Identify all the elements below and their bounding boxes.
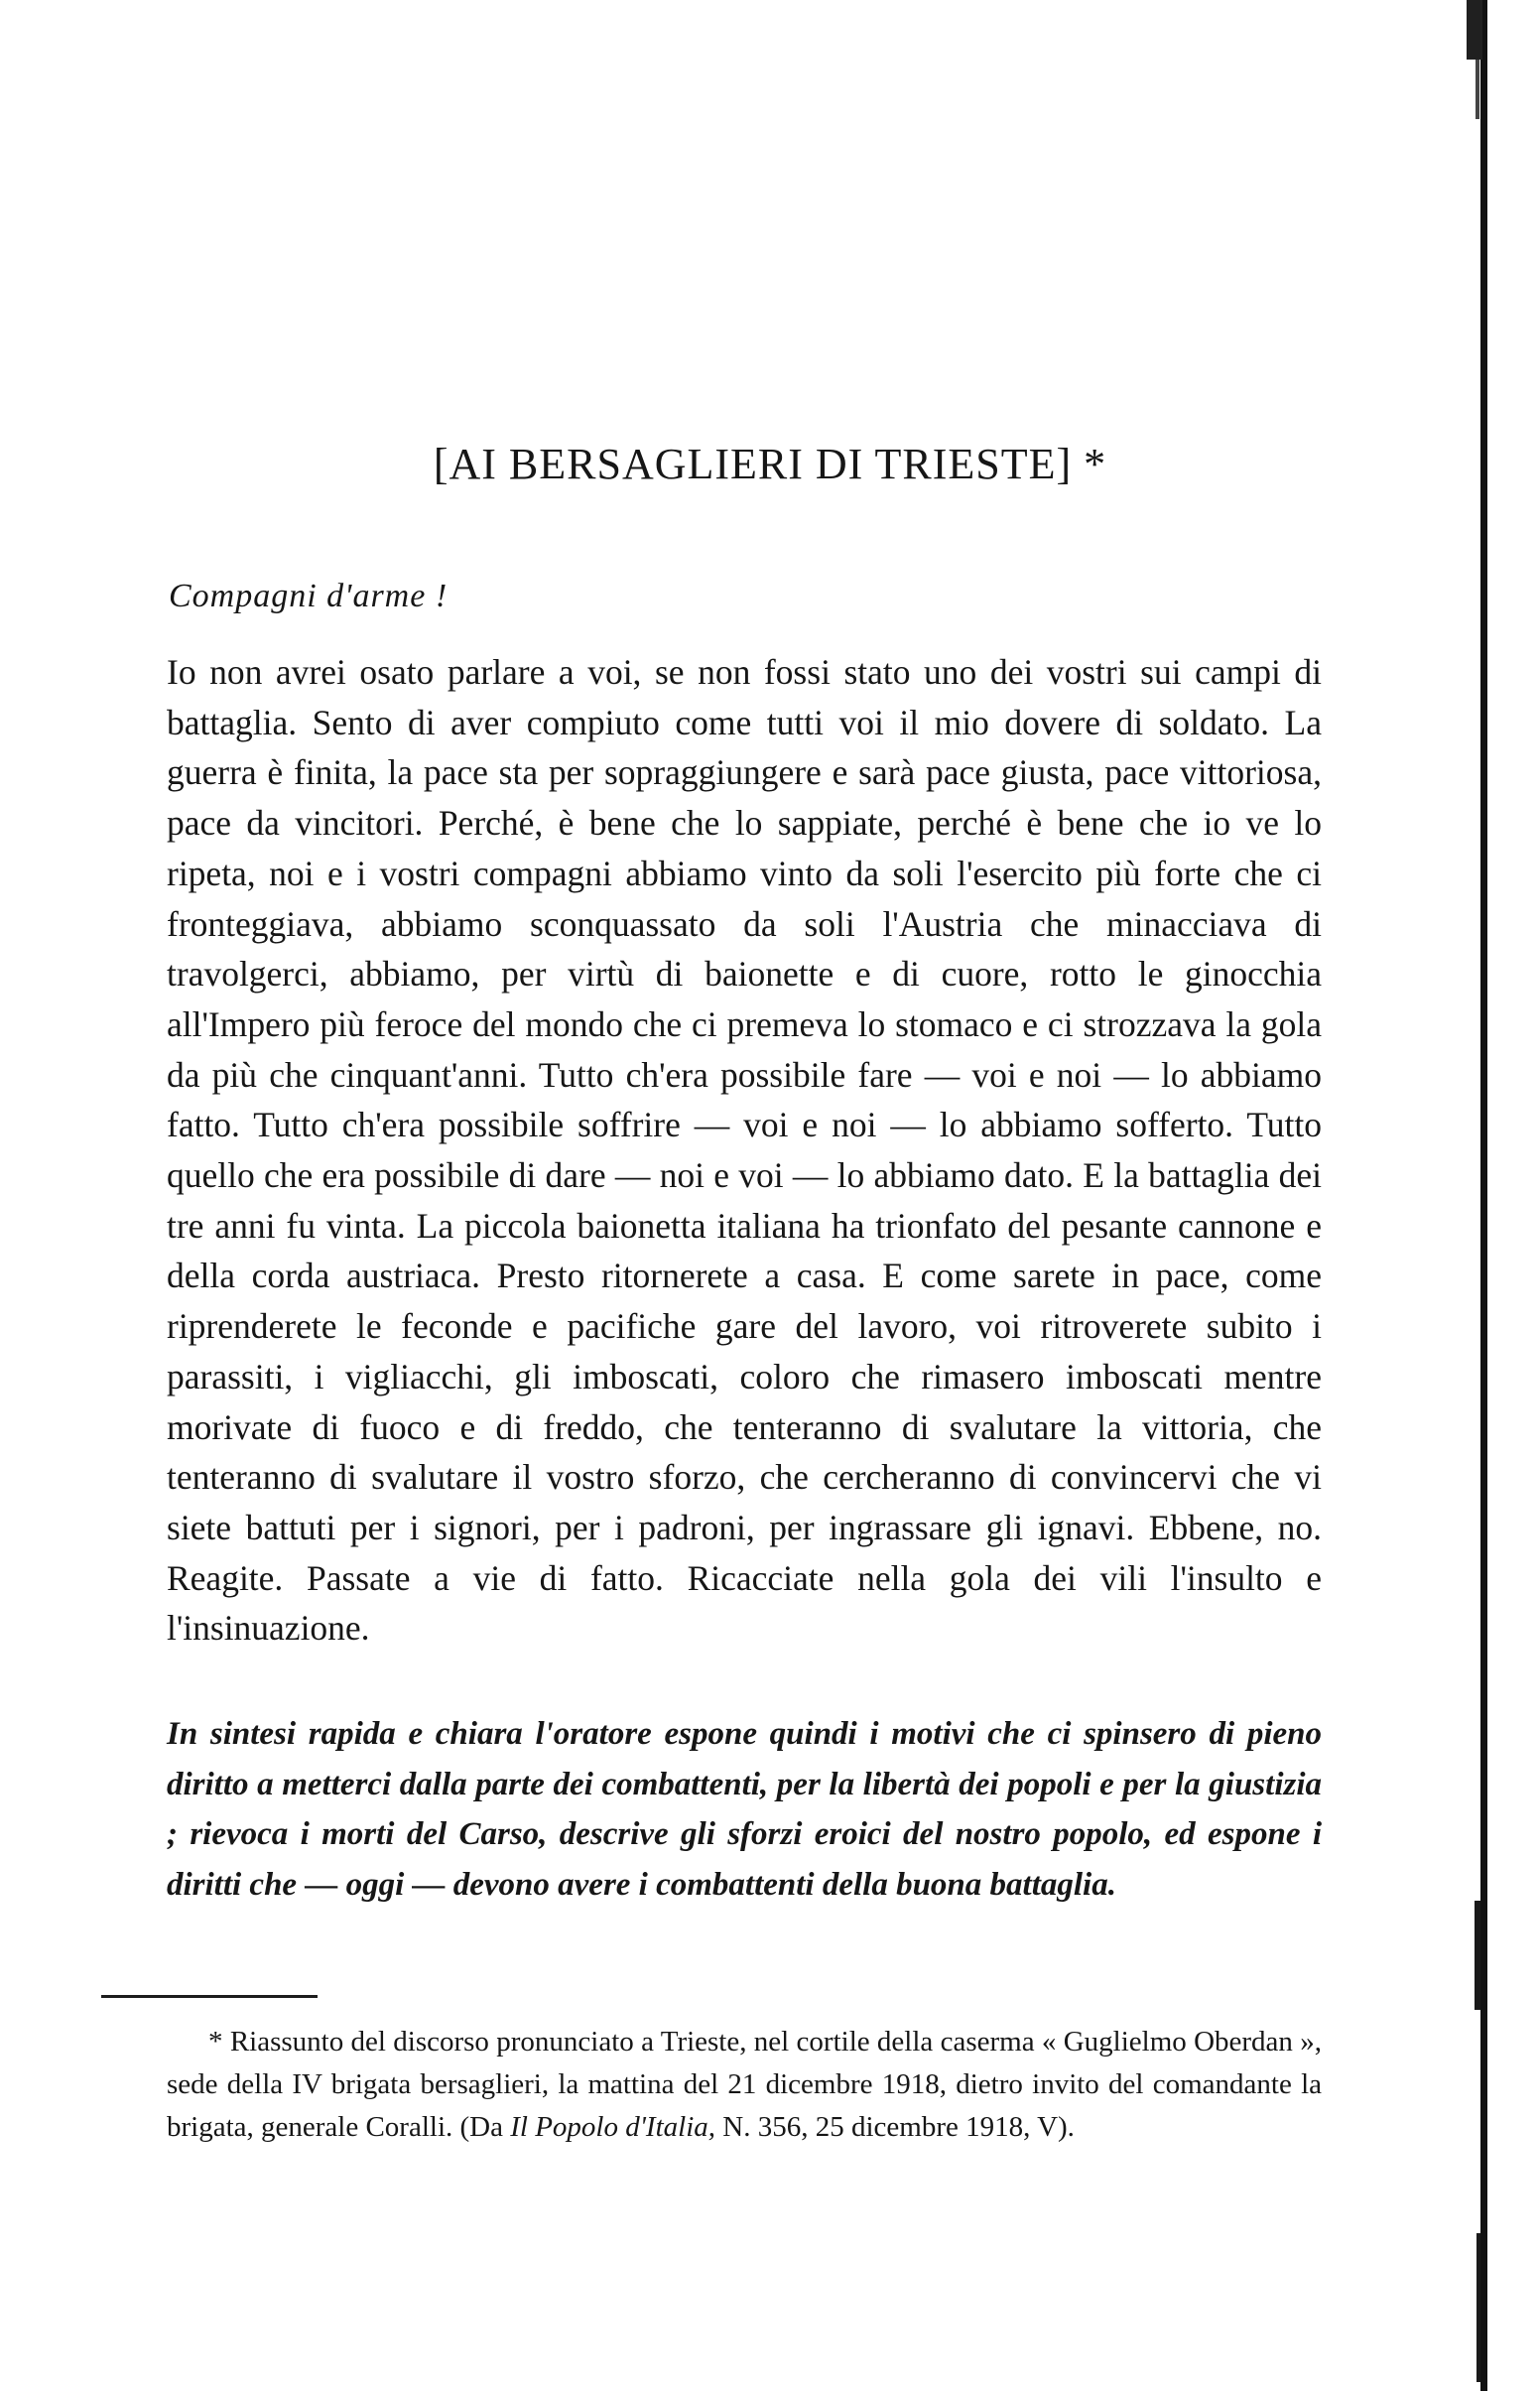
footnote-source-title: Il Popolo d'Italia, — [510, 2111, 716, 2143]
page-edge-notch — [1475, 1901, 1480, 2010]
salutation: Compagni d'arme ! — [169, 578, 449, 614]
footnote-text-before: * Riassunto del discorso pronunciato a Trieste, nel cortile della caserma « Guglielmo Oberdan », sede della IV brigata bersaglieri, la mattina del 21 dicembre 1918, dietro invito del comandante la brigata, generale Coralli. (Da — [167, 2026, 1322, 2143]
footnote-text-after: N. 356, 25 dicembre 1918, V). — [715, 2111, 1075, 2143]
page-title: [AI BERSAGLIERI DI TRIESTE] * — [433, 440, 1107, 488]
page-edge-notch-lower — [1476, 2233, 1480, 2382]
speech-summary: In sintesi rapida e chiara l'oratore espone quindi i motivi che ci spinsero di pieno diritto a metterci dalla parte dei combattenti, per la libertà dei popoli e per la giustizia ; rievoca i morti del Carso, descrive gli sforzi eroici del nostro popolo, ed espone i diritti che — oggi — devono avere i combattenti della buona battaglia. — [167, 1716, 1322, 1904]
footnote-divider — [101, 1995, 318, 1998]
footnote — [167, 2021, 1322, 2149]
page-edge-top-mark — [1467, 0, 1482, 60]
page-edge-line — [1480, 0, 1487, 2391]
speech-body: Io non avrei osato parlare a voi, se non fossi stato uno dei vostri sui campi di battaglia. Sento di aver compiuto come tutti voi il mio dovere di soldato. La guerra è finita, la pace sta per sopraggiungere e sarà pace giusta, pace vittoriosa, pace da vincitori. Perché, è bene che lo sappiate, perché è bene che io ve lo ripeta, noi e i vostri compagni abbiamo vinto da soli l'esercito più forte che ci fronteggiava, abbiamo sconquassato da soli l'Austria che minacciava di travolgerci, abbiamo, per virtù di baionette e di cuore, rotto le ginocchia all'Impero più feroce del mondo che ci premeva lo stomaco e ci strozzava la gola da più che cinquant'anni. Tutto ch'era possibile fare — voi e noi — lo abbiamo fatto. Tutto ch'era possibile soffrire — voi e noi — lo abbiamo sofferto. Tutto quello che era possibile di dare — noi e voi — lo abbiamo dato. E la battaglia dei tre anni fu vinta. La piccola baionetta italiana ha trionfato del pesante cannone e della corda austriaca. Presto ritornerete a casa. E come sarete in pace, come riprenderete le feconde e pacifiche gare del lavoro, voi ritroverete subito i parassiti, i vigliacchi, gli imboscati, coloro che rimasero imboscati mentre morivate di fuoco e di freddo, che tenteranno di svalutare la vittoria, che tenteranno di svalutare il vostro sforzo, che cercheranno di convincervi che vi siete battuti per i signori, per i padroni, per ingrassare gli ignavi. Ebbene, no. Reagite. Passate a vie di fatto. Ricacciate nella gola dei vili l'insulto e l'insinuazione. — [167, 652, 1322, 1649]
page-edge-top-mark-lower — [1476, 60, 1479, 119]
